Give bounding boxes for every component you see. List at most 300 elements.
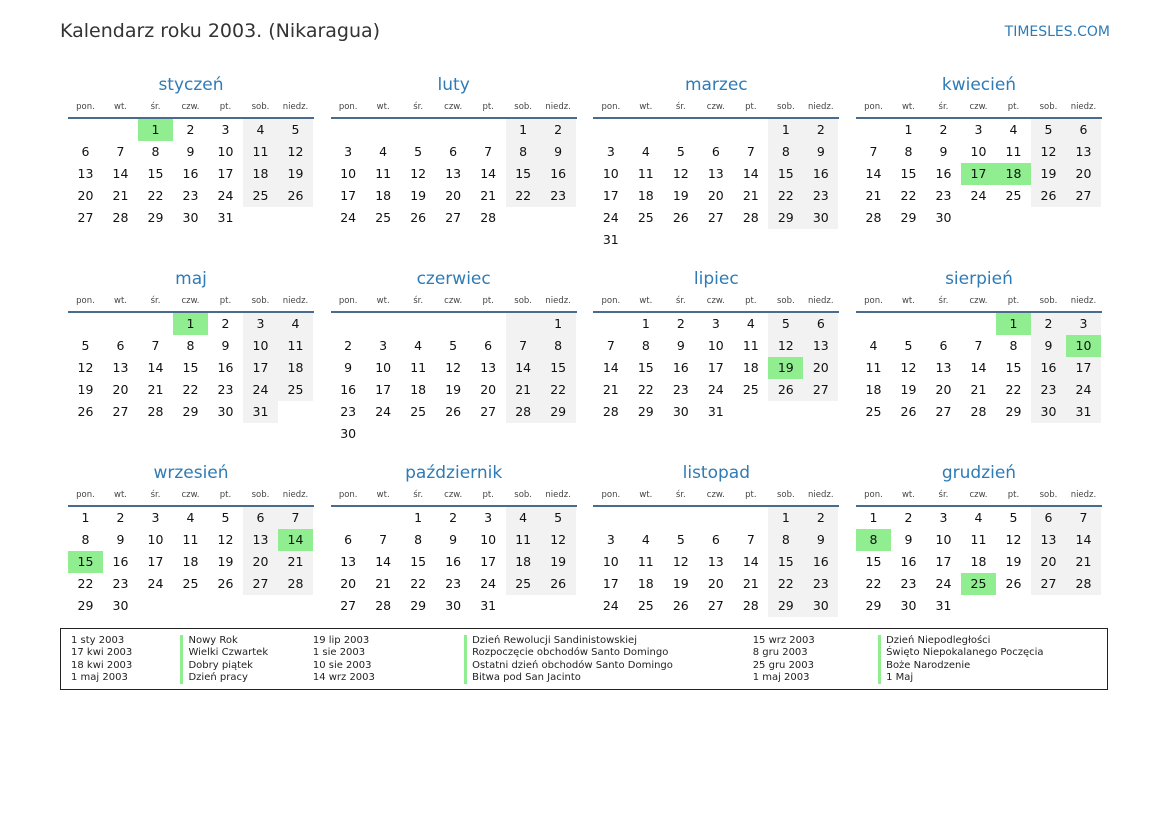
- day-cell: 15: [900, 166, 917, 181]
- week-row: [331, 185, 577, 207]
- day-cell: 22: [768, 573, 803, 595]
- weekday-label: czw.: [181, 296, 200, 306]
- day-cell: 29: [182, 404, 199, 419]
- month-6: [593, 266, 839, 460]
- weekday-label: pon.: [601, 490, 621, 500]
- day-cell: 20: [480, 382, 497, 397]
- day-cell: 21: [112, 188, 129, 203]
- weekday-label: wt.: [114, 490, 127, 500]
- month-9: [331, 460, 577, 654]
- day-cell: 28: [742, 598, 759, 613]
- day-cell: 30: [803, 207, 838, 229]
- weekday-label: czw.: [969, 296, 988, 306]
- weekday-label: wt.: [114, 296, 127, 306]
- day-cell: 26: [1031, 185, 1066, 207]
- day-cell: 30: [340, 426, 357, 441]
- empty-day: [173, 595, 208, 617]
- empty-day: [138, 313, 173, 335]
- day-cell: 30: [1031, 401, 1066, 423]
- weekday-label: wt.: [639, 296, 653, 306]
- legend-holiday-name: Ostatni dzień obchodów Santo Domingo: [464, 660, 753, 672]
- day-cell: 15: [147, 166, 164, 181]
- week-row: [593, 207, 839, 229]
- empty-day: [68, 119, 103, 141]
- week-row: [68, 357, 314, 379]
- empty-day: [1066, 207, 1101, 229]
- day-cell: 12: [445, 360, 462, 375]
- day-cell: 31: [707, 404, 724, 419]
- day-cell: 4: [414, 338, 423, 353]
- weekday-label: sob.: [514, 490, 533, 500]
- day-cell: 8: [768, 141, 803, 163]
- weekday-label: wt.: [376, 490, 390, 500]
- month-0: [68, 72, 314, 266]
- day-cell: 16: [182, 166, 199, 181]
- day-cell: 5: [676, 144, 685, 159]
- weekday-label: czw.: [444, 490, 463, 500]
- empty-day: [471, 313, 506, 335]
- day-cell: 3: [243, 313, 278, 335]
- weekday-label: czw.: [706, 296, 725, 306]
- empty-day: [331, 119, 366, 141]
- week-row: [593, 163, 839, 185]
- day-cell: 10: [970, 144, 987, 159]
- day-cell: 13: [243, 529, 278, 551]
- empty-day: [663, 119, 698, 141]
- day-cell: 8: [414, 532, 423, 547]
- weekday-label: śr.: [150, 102, 161, 112]
- day-cell: 27: [1031, 573, 1066, 595]
- day-cell: 13: [935, 360, 952, 375]
- weekday-label: niedz.: [545, 296, 571, 306]
- day-cell: 17: [480, 554, 497, 569]
- month-name: wrzesień: [153, 463, 229, 483]
- day-cell: 4: [278, 313, 313, 335]
- month-3: [856, 72, 1102, 266]
- weekday-label: sob.: [514, 296, 533, 306]
- weekday-header: [856, 98, 1102, 119]
- weekday-label: pt.: [219, 296, 232, 306]
- day-cell: 8: [541, 335, 576, 357]
- day-cell: 4: [641, 144, 650, 159]
- day-cell: 15: [410, 554, 427, 569]
- day-cell: 16: [1031, 357, 1066, 379]
- day-cell: 30: [217, 404, 234, 419]
- day-cell: 22: [1005, 382, 1022, 397]
- day-cell: 19: [410, 188, 427, 203]
- week-row: [331, 207, 577, 229]
- week-row: [856, 507, 1102, 529]
- day-cell: 5: [768, 313, 803, 335]
- weekday-label: śr.: [675, 490, 686, 500]
- day-cell: 5: [904, 338, 913, 353]
- day-cell: 24: [217, 188, 234, 203]
- week-row: [331, 551, 577, 573]
- weekday-label: pt.: [219, 102, 232, 112]
- day-cell: 8: [904, 144, 913, 159]
- day-cell: 4: [243, 119, 278, 141]
- legend-names-col-3: [878, 635, 1097, 689]
- day-cell: 25: [375, 210, 392, 225]
- day-cell: 27: [803, 379, 838, 401]
- month-name: listopad: [682, 463, 750, 483]
- empty-day: [628, 507, 663, 529]
- day-cell: 10: [375, 360, 392, 375]
- day-cell: 18: [865, 382, 882, 397]
- day-cell: 1: [768, 119, 803, 141]
- day-cell: 14: [742, 166, 759, 181]
- site-link[interactable]: TIMESLES.COM: [1004, 24, 1110, 40]
- week-row: [593, 529, 839, 551]
- day-cell: 1: [869, 510, 878, 525]
- empty-day: [891, 313, 926, 335]
- day-cell: 9: [186, 144, 195, 159]
- weekday-label: śr.: [675, 296, 686, 306]
- day-cell: 21: [278, 551, 313, 573]
- day-cell: 27: [77, 210, 94, 225]
- day-cell: 8: [1009, 338, 1018, 353]
- day-cell: 12: [541, 529, 576, 551]
- empty-day: [68, 313, 103, 335]
- day-cell: 7: [151, 338, 160, 353]
- empty-day: [506, 207, 541, 229]
- day-cell: 10: [602, 554, 619, 569]
- empty-day: [663, 507, 698, 529]
- day-cell: 23: [803, 573, 838, 595]
- empty-day: [366, 313, 401, 335]
- weekday-label: czw.: [181, 102, 200, 112]
- weekday-label: pon.: [601, 102, 621, 112]
- weekday-label: pt.: [1007, 102, 1020, 112]
- day-cell: 12: [768, 335, 803, 357]
- day-cell: 2: [803, 507, 838, 529]
- day-cell: 20: [707, 188, 724, 203]
- day-cell: 21: [480, 188, 497, 203]
- day-cell: 7: [116, 144, 125, 159]
- day-cell: 23: [803, 185, 838, 207]
- day-cell: 10: [217, 144, 234, 159]
- day-cell: 4: [379, 144, 388, 159]
- weekday-label: czw.: [181, 490, 200, 500]
- empty-day: [1031, 207, 1066, 229]
- empty-day: [628, 229, 663, 251]
- day-cell: 29: [147, 210, 164, 225]
- day-cell: 24: [602, 210, 619, 225]
- weekday-label: pt.: [219, 490, 232, 500]
- day-cell: 20: [1066, 163, 1101, 185]
- day-cell: 23: [672, 382, 689, 397]
- empty-day: [628, 119, 663, 141]
- day-cell: 26: [541, 573, 576, 595]
- weekday-label: pon.: [338, 490, 358, 500]
- day-cell: 7: [1066, 507, 1101, 529]
- day-cell: 3: [606, 532, 615, 547]
- weekday-header: [593, 98, 839, 119]
- week-row: [593, 507, 839, 529]
- weekday-label: śr.: [938, 102, 949, 112]
- day-cell: 31: [480, 598, 497, 613]
- empty-day: [1031, 595, 1066, 617]
- day-cell: 14: [970, 360, 987, 375]
- month-name: lipiec: [693, 269, 739, 289]
- day-cell: 5: [676, 532, 685, 547]
- weekday-header: [593, 292, 839, 313]
- week-row: [68, 185, 314, 207]
- weekday-label: pt.: [482, 296, 494, 306]
- day-cell: 2: [803, 119, 838, 141]
- holiday-legend: [60, 628, 1108, 690]
- week-row: [856, 119, 1102, 141]
- day-cell: 21: [375, 576, 392, 591]
- day-cell: 3: [606, 144, 615, 159]
- empty-day: [138, 595, 173, 617]
- day-cell: 14: [602, 360, 619, 375]
- day-cell: 16: [340, 382, 357, 397]
- week-row: [68, 119, 314, 141]
- week-row: [331, 141, 577, 163]
- weekday-label: pt.: [482, 490, 494, 500]
- day-cell: 15: [541, 357, 576, 379]
- week-row: [331, 401, 577, 423]
- weekday-label: sob.: [251, 490, 270, 500]
- empty-day: [733, 507, 768, 529]
- day-cell: 11: [506, 529, 541, 551]
- week-row: [68, 335, 314, 357]
- weekday-label: pt.: [1007, 490, 1020, 500]
- day-cell: 21: [742, 576, 759, 591]
- day-cell: 27: [243, 573, 278, 595]
- empty-day: [278, 401, 313, 423]
- day-cell: 17: [147, 554, 164, 569]
- month-name: luty: [437, 75, 470, 95]
- day-cell: 15: [768, 163, 803, 185]
- day-cell: 18: [278, 357, 313, 379]
- week-row: [593, 401, 839, 423]
- day-cell: 24: [243, 379, 278, 401]
- legend-date: 19 lip 2003: [312, 635, 370, 646]
- day-cell: 14: [1066, 529, 1101, 551]
- day-cell: 20: [112, 382, 129, 397]
- day-cell: 6: [803, 313, 838, 335]
- empty-day: [278, 207, 313, 229]
- legend-date: 25 gru 2003: [752, 659, 815, 671]
- weekday-label: pt.: [482, 102, 494, 112]
- page-title: Kalendarz roku 2003. (Nikaragua): [60, 20, 381, 42]
- day-cell: 26: [900, 404, 917, 419]
- day-cell: 5: [449, 338, 458, 353]
- empty-day: [436, 423, 471, 445]
- empty-day: [366, 507, 401, 529]
- day-cell: 1: [138, 119, 173, 141]
- week-row: [856, 185, 1102, 207]
- day-cell: 6: [243, 507, 278, 529]
- weekday-header: [68, 486, 314, 507]
- week-row: [331, 357, 577, 379]
- week-row: [856, 357, 1102, 379]
- day-cell: 21: [602, 382, 619, 397]
- week-row: [331, 423, 577, 445]
- day-cell: 3: [974, 122, 983, 137]
- weekday-label: sob.: [1039, 490, 1058, 500]
- day-cell: 14: [742, 554, 759, 569]
- day-cell: 24: [375, 404, 392, 419]
- day-cell: 3: [484, 510, 493, 525]
- day-cell: 16: [803, 163, 838, 185]
- week-row: [856, 379, 1102, 401]
- empty-day: [243, 207, 278, 229]
- day-cell: 7: [869, 144, 878, 159]
- month-name: styczeń: [158, 75, 224, 95]
- week-row: [593, 185, 839, 207]
- weekday-label: wt.: [376, 102, 390, 112]
- week-row: [593, 313, 839, 335]
- day-cell: 14: [112, 166, 129, 181]
- legend-dates-col-1: [71, 635, 180, 689]
- week-row: [331, 119, 577, 141]
- day-cell: 18: [996, 163, 1031, 185]
- day-cell: 4: [974, 510, 983, 525]
- month-2: [593, 72, 839, 266]
- empty-day: [506, 423, 541, 445]
- day-cell: 18: [637, 188, 654, 203]
- day-cell: 18: [970, 554, 987, 569]
- day-cell: 19: [278, 163, 313, 185]
- day-cell: 7: [606, 338, 615, 353]
- day-cell: 11: [637, 166, 654, 181]
- weekday-label: czw.: [706, 102, 725, 112]
- day-cell: 20: [445, 188, 462, 203]
- day-cell: 11: [637, 554, 654, 569]
- week-row: [856, 595, 1102, 617]
- legend-names-col-1: [180, 635, 312, 689]
- month-1: [331, 72, 577, 266]
- empty-day: [103, 313, 138, 335]
- day-cell: 1: [81, 510, 90, 525]
- day-cell: 19: [1005, 554, 1022, 569]
- day-cell: 24: [970, 188, 987, 203]
- day-cell: 24: [147, 576, 164, 591]
- weekday-header: [68, 98, 314, 119]
- day-cell: 14: [865, 166, 882, 181]
- day-cell: 8: [768, 529, 803, 551]
- day-cell: 14: [506, 357, 541, 379]
- day-cell: 11: [742, 338, 759, 353]
- weekday-header: [331, 292, 577, 313]
- day-cell: 23: [217, 382, 234, 397]
- day-cell: 1: [541, 313, 576, 335]
- week-row: [856, 551, 1102, 573]
- day-cell: 25: [506, 573, 541, 595]
- empty-day: [208, 595, 243, 617]
- day-cell: 8: [151, 144, 160, 159]
- week-row: [331, 529, 577, 551]
- day-cell: 10: [707, 338, 724, 353]
- weekday-label: wt.: [639, 490, 653, 500]
- empty-day: [331, 313, 366, 335]
- day-cell: 4: [186, 510, 195, 525]
- day-cell: 27: [480, 404, 497, 419]
- week-row: [331, 335, 577, 357]
- weekday-label: sob.: [514, 102, 533, 112]
- week-row: [331, 313, 577, 335]
- week-row: [68, 207, 314, 229]
- weekday-label: czw.: [444, 102, 463, 112]
- day-cell: 30: [182, 210, 199, 225]
- legend-holiday-name: Dzień pracy: [180, 672, 312, 684]
- week-row: [856, 207, 1102, 229]
- weekday-header: [856, 292, 1102, 313]
- weekday-header: [856, 486, 1102, 507]
- day-cell: 25: [410, 404, 427, 419]
- day-cell: 21: [506, 379, 541, 401]
- day-cell: 22: [147, 188, 164, 203]
- day-cell: 30: [112, 598, 129, 613]
- day-cell: 28: [278, 573, 313, 595]
- day-cell: 7: [278, 507, 313, 529]
- day-cell: 10: [243, 335, 278, 357]
- day-cell: 11: [865, 360, 882, 375]
- day-cell: 28: [375, 598, 392, 613]
- day-cell: 24: [1066, 379, 1101, 401]
- day-cell: 24: [480, 576, 497, 591]
- week-row: [593, 335, 839, 357]
- day-cell: 1: [904, 122, 913, 137]
- day-cell: 17: [217, 166, 234, 181]
- day-cell: 15: [637, 360, 654, 375]
- day-cell: 6: [81, 144, 90, 159]
- day-cell: 21: [865, 188, 882, 203]
- day-cell: 31: [217, 210, 234, 225]
- empty-day: [768, 401, 803, 423]
- month-7: [856, 266, 1102, 460]
- day-cell: 20: [243, 551, 278, 573]
- day-cell: 5: [541, 507, 576, 529]
- week-row: [331, 163, 577, 185]
- empty-day: [768, 229, 803, 251]
- weekday-label: sob.: [1039, 296, 1058, 306]
- day-cell: 17: [707, 360, 724, 375]
- day-cell: 23: [340, 404, 357, 419]
- month-11: [856, 460, 1102, 654]
- day-cell: 19: [77, 382, 94, 397]
- day-cell: 2: [939, 122, 948, 137]
- day-cell: 22: [410, 576, 427, 591]
- empty-day: [331, 507, 366, 529]
- day-cell: 27: [1066, 185, 1101, 207]
- day-cell: 16: [217, 360, 234, 375]
- month-name: październik: [405, 463, 503, 483]
- day-cell: 2: [541, 119, 576, 141]
- day-cell: 19: [900, 382, 917, 397]
- day-cell: 2: [449, 510, 458, 525]
- weekday-label: niedz.: [545, 102, 571, 112]
- day-cell: 17: [1066, 357, 1101, 379]
- day-cell: 18: [375, 188, 392, 203]
- day-cell: 24: [707, 382, 724, 397]
- weekday-label: śr.: [675, 102, 686, 112]
- day-cell: 2: [221, 316, 230, 331]
- empty-day: [803, 401, 838, 423]
- legend-date: 17 kwi 2003: [71, 647, 133, 659]
- day-cell: 7: [746, 144, 755, 159]
- day-cell: 23: [935, 188, 952, 203]
- day-cell: 28: [147, 404, 164, 419]
- day-cell: 2: [904, 510, 913, 525]
- empty-day: [961, 207, 996, 229]
- week-row: [856, 401, 1102, 423]
- day-cell: 29: [900, 210, 917, 225]
- weekday-label: śr.: [150, 296, 161, 306]
